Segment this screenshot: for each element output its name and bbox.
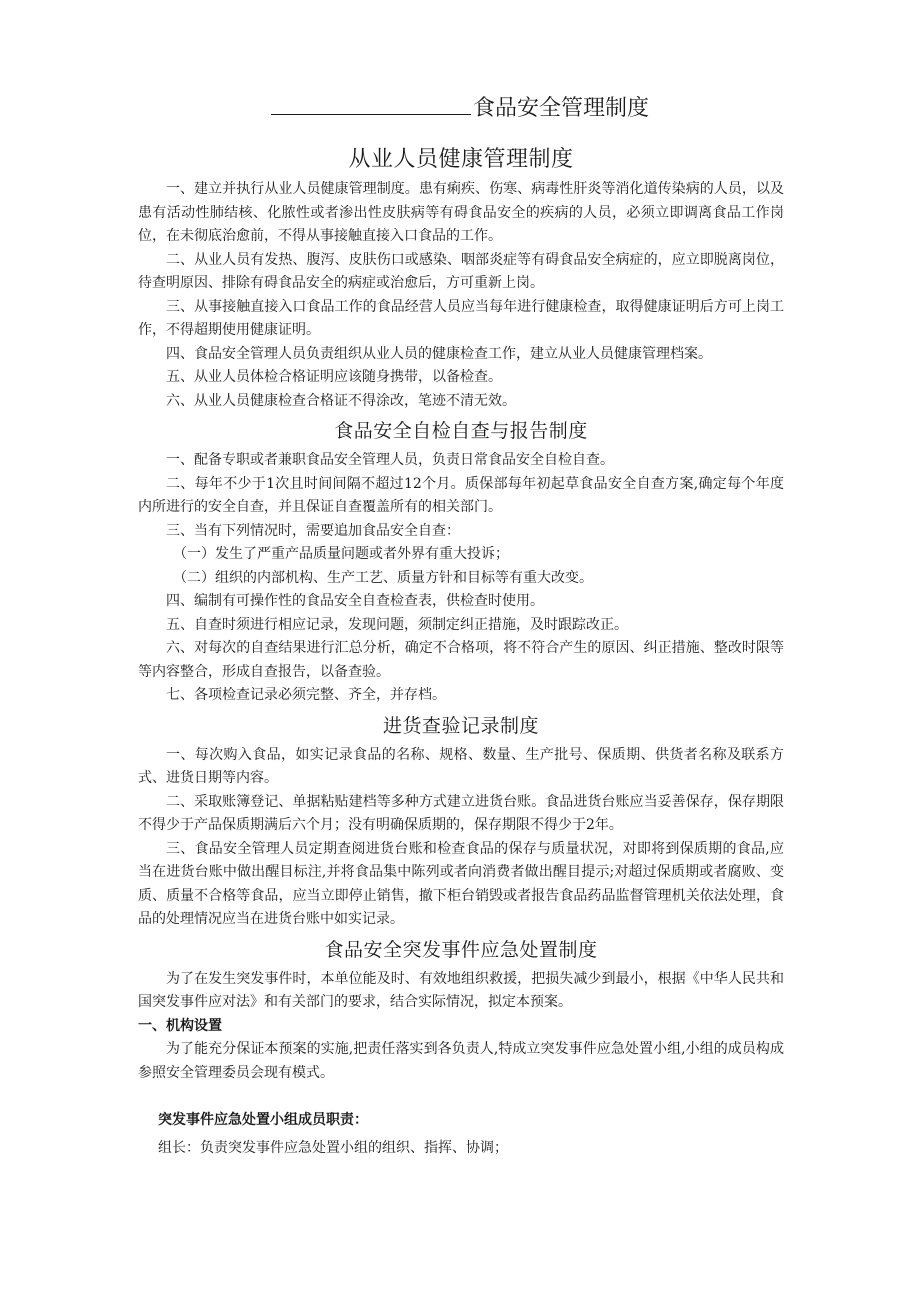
paragraph: 六、从业人员健康检查合格证不得涂改，笔迹不清无效。 (166, 392, 516, 409)
duties-title: 突发事件应急处置小组成员职责： (158, 1112, 368, 1128)
paragraph: 一、建立并执行从业人员健康管理制度。患有痢疾、伤寒、病毒性肝炎等消化道传染病的人员，以及患有活动性肺结核、化脓性或者渗出性皮肤病等有碍食品安全的疾病的人员，必须立即调离食品工作岗位，在未彻底治愈前，不得从事接触直接入口食品的工作。 (138, 181, 784, 244)
section-heading-purchase-inspection: 进货查验记录制度 (382, 714, 539, 737)
title-blank-line (271, 92, 471, 115)
section-heading-emergency: 食品安全突发事件应急处置制度 (324, 938, 598, 961)
paragraph: 五、从业人员体检合格证明应该随身携带，以备检查。 (166, 369, 502, 385)
paragraph: 三、食品安全管理人员定期查阅进货台账和检查食品的保存与质量状况，对即将到保质期的食品,应当在进货台账中做出醒目标注,并将食品集中陈列或者向消费者做出醒目提示;对超过保质期或者腐败、变质、质量不合格等食品，应当立即停止销售，撤下柜台销毁或者报告食品药品监督管理机关依法处理，食品的处理情况应当在进货台账中如实记录。 (138, 840, 784, 927)
paragraph: 五、自查时须进行相应记录，发现问题，须制定纠正措施，及时跟踪改正。 (166, 616, 628, 633)
paragraph: 二、采取账簿登记、单据粘贴建档等多种方式建立进货台账。食品进货台账应当妥善保存，保存期限不得少于产品保质期满后六个月；没有明确保质期的，保存期限不得少于2年。 (138, 793, 784, 833)
paragraph: 三、当有下列情况时，需要追加食品安全自查： (166, 522, 460, 539)
paragraph: 四、食品安全管理人员负责组织从业人员的健康检查工作，建立从业人员健康管理档案。 (166, 345, 712, 362)
document-body (138, 142, 784, 1161)
paragraph: 四、编制有可操作性的食品安全自查检查表，供检查时使用。 (166, 593, 544, 609)
paragraph: 二、每年不少于1次且时间间隔不超过12个月。质保部每年初起草食品安全自查方案,确定每个年度内所进行的安全自查，并且保证自查覆盖所有的相关部门。 (138, 475, 784, 515)
document-title (0, 92, 920, 124)
section-heading-self-inspection: 食品安全自检自查与报告制度 (334, 420, 588, 442)
paragraph: 六、对每次的自查结果进行汇总分析，确定不合格项，将不符合产生的原因、纠正措施、整改时限等等内容整合，形成自查报告，以备查验。 (138, 640, 784, 680)
section-heading-health: 从业人员健康管理制度 (348, 147, 574, 172)
paragraph: 为了在发生突发事件时，本单位能及时、有效地组织救援，把损失减少到最小，根据《中华人民共和国突发事件应对法》和有关部门的要求，结合实际情况，拟定本预案。 (138, 970, 784, 1010)
subsection-heading: 一、机构设置 (138, 1017, 222, 1034)
paragraph: 二、从业人员有发热、腹泻、皮肤伤口或感染、咽部炎症等有碍食品安全病症的，应立即脱离岗位，待查明原因、排除有碍食品安全的病症或治愈后，方可重新上岗。 (138, 251, 784, 291)
duty-item: 组长：负责突发事件应急处置小组的组织、指挥、协调； (158, 1140, 508, 1156)
paragraph: 七、各项检查记录必须完整、齐全，并存档。 (166, 687, 446, 703)
sub-paragraph: （一）发生了严重产品质量问题或者外界有重大投诉； (173, 546, 509, 562)
document-title-text: 食品安全管理制度 (472, 96, 649, 121)
paragraph: 为了能充分保证本预案的实施,把责任落实到各负责人,特成立突发事件应急处置小组,小组的成员构成参照安全管理委员会现有模式。 (138, 1041, 784, 1081)
sub-paragraph: （二）组织的内部机构、生产工艺、质量方针和目标等有重大改变。 (173, 569, 593, 586)
paragraph: 一、每次购入食品，如实记录食品的名称、规格、数量、生产批号、保质期、供货者名称及联系方式、进货日期等内容。 (138, 746, 784, 786)
paragraph: 三、从事接触直接入口食品工作的食品经营人员应当每年进行健康检查，取得健康证明后方可上岗工作，不得超期使用健康证明。 (138, 298, 784, 338)
paragraph: 一、配备专职或者兼职食品安全管理人员，负责日常食品安全自检自查。 (166, 452, 614, 468)
